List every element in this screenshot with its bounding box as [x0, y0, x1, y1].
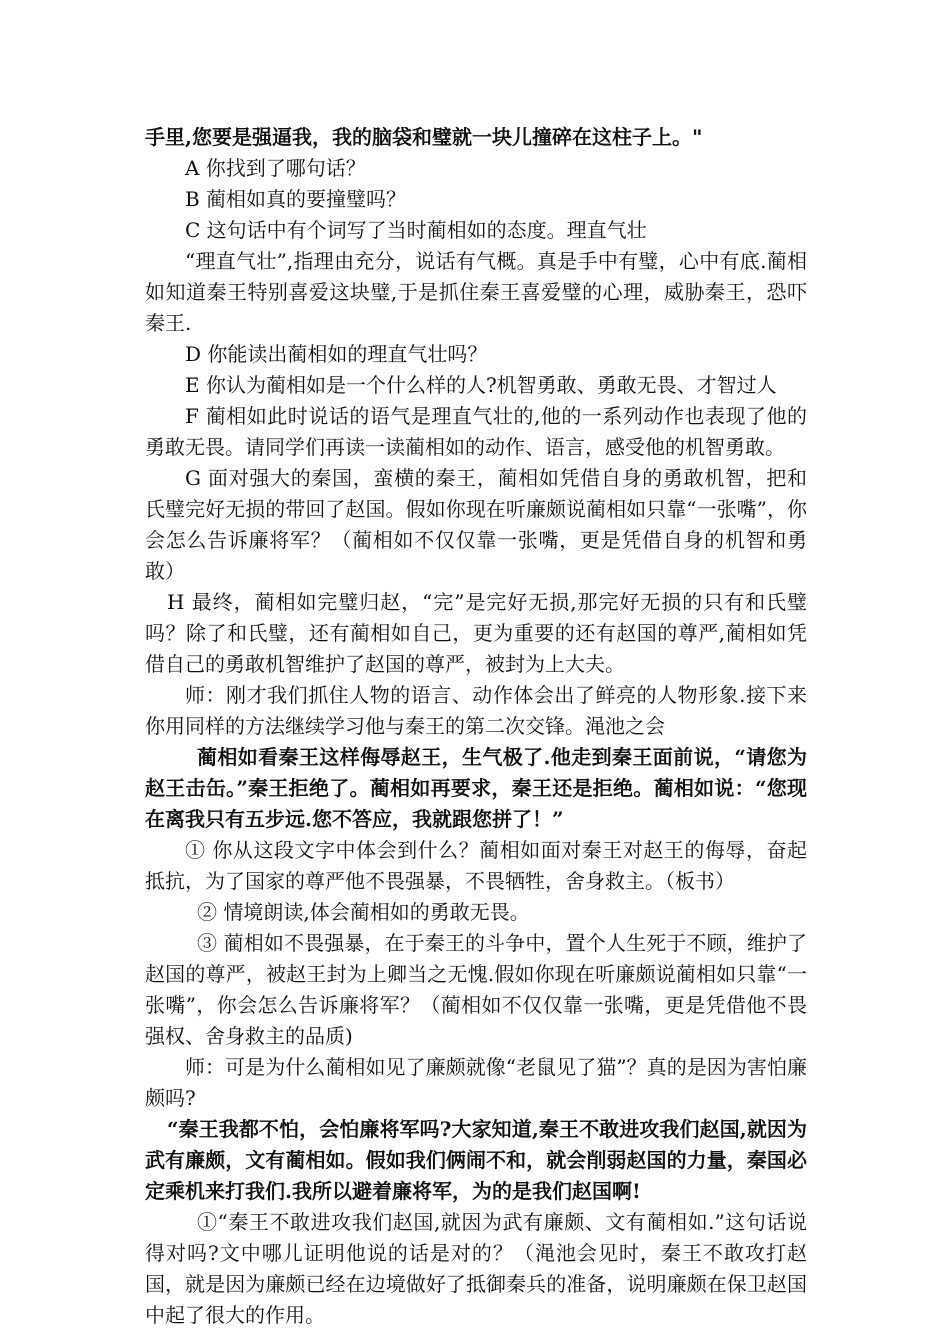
paragraph-question-d: D 你能读出蔺相如的理直气壮吗？ — [185, 342, 488, 366]
paragraph-question-a: A 你找到了哪句话？ — [185, 156, 366, 180]
paragraph-teacher-transition: 师：刚才我们抓住人物的语言、动作体会出了鲜亮的人物形象.接下来你用同样的方法继续学习他与秦王的第二次交锋。渑池之会 — [145, 683, 807, 738]
paragraph-question-b: B 蔺相如真的要撞璧吗？ — [185, 187, 407, 211]
paragraph-final-item: ①“秦王不敢进攻我们赵国,就因为武有廉颇、文有蔺相如.”这句话说得对吗?文中哪儿证明他说的话是对的？（渑池会见时，秦王不敢攻打赵国，就是因为廉颇已经在边境做好了抵御秦兵的准备，说明廉颇在保卫赵国中起了很大的作用。 — [145, 1210, 807, 1327]
paragraph-quote-opening: 手里,您要是强逼我，我的脑袋和璧就一块儿撞碎在这柱子上。" — [145, 125, 703, 149]
paragraph-question-e: E 你认为蔺相如是一个什么样的人?机智勇敢、勇敢无畏、才智过人 — [185, 373, 777, 397]
paragraph-explanation: “理直气壮”,指理由充分，说话有气概。真是手中有璧，心中有底.蔺相如知道秦王特别喜爱这块璧,于是抓住秦王喜爱璧的心理，威胁秦王，恐吓秦王. — [145, 249, 807, 335]
paragraph-item-1: ① 你从这段文字中体会到什么？蔺相如面对秦王对赵王的侮辱，奋起抵抗，为了国家的尊严他不畏强暴，不畏牺牲，舍身救主。（板书） — [145, 838, 807, 893]
paragraph-point-h: H 最终，蔺相如完璧归赵，“完”是完好无损,那完好无损的只有和氏璧吗？除了和氏璧，还有蔺相如自己，更为重要的还有赵国的尊严,蔺相如凭借自己的勇敢机智维护了赵国的尊严，被封为上大夫。 — [145, 590, 807, 676]
paragraph-point-g: G 面对强大的秦国，蛮横的秦王，蔺相如凭借自身的勇敢机智，把和氏璧完好无损的带回了赵国。假如你现在听廉颇说蔺相如只靠“一张嘴”，你会怎么告诉廉将军？（蔺相如不仅仅靠一张嘴，更是凭借自身的机智和勇敢） — [145, 466, 807, 583]
paragraph-item-2: ② 情境朗读,体会蔺相如的勇敢无畏。 — [197, 900, 530, 924]
paragraph-question-c: C 这句话中有个词写了当时蔺相如的态度。理直气壮 — [185, 218, 647, 242]
paragraph-quote-mianchi: 蔺相如看秦王这样侮辱赵王，生气极了.他走到秦王面前说，“请您为赵王击缶。”秦王拒绝了。蔺相如再要求，秦王还是拒绝。蔺相如说：“您现在离我只有五步远.您不答应，我就跟您拼了！” — [145, 745, 807, 831]
paragraph-teacher-question: 师：可是为什么蔺相如见了廉颇就像“老鼠见了猫”？真的是因为害怕廉颇吗? — [145, 1055, 807, 1110]
paragraph-point-f: F 蔺相如此时说话的语气是理直气壮的,他的一系列动作也表现了他的勇敢无畏。请同学们再读一读蔺相如的动作、语言，感受他的机智勇敢。 — [145, 404, 807, 459]
paragraph-item-3: ③ 蔺相如不畏强暴，在于秦王的斗争中，置个人生死于不顾，维护了赵国的尊严，被赵王封为上卿当之无愧.假如你现在听廉颇说蔺相如只靠“一张嘴”，你会怎么告诉廉将军？（蔺相如不仅仅靠一张嘴，更是凭借他不畏强权、舍身救主的品质) — [145, 931, 807, 1048]
lesson-text — [145, 122, 807, 1331]
paragraph-quote-lianpo: “秦王我都不怕，会怕廉将军吗?大家知道,秦王不敢进攻我们赵国,就因为武有廉颇，文有蔺相如。假如我们俩闹不和，就会削弱赵国的力量，秦国必定乘机来打我们.我所以避着廉将军，为的是我们赵国啊! — [145, 1117, 807, 1203]
